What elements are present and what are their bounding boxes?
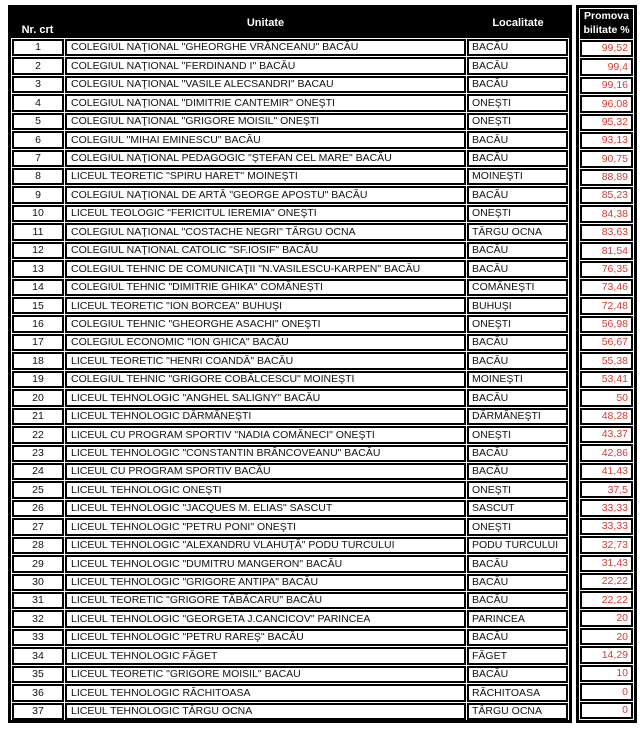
unitate-cell: COLEGIUL NAŢIONAL "COSTACHE NEGRI" TĂRGU OCNA bbox=[65, 223, 466, 240]
row-number-cell: 22 bbox=[12, 426, 64, 443]
row-number-cell: 1 bbox=[12, 39, 64, 56]
promovabilitate-cell: 33,33 bbox=[580, 499, 633, 516]
table-row bbox=[12, 297, 568, 314]
promovabilitate-cell: 0 bbox=[580, 702, 633, 719]
localitate-cell: TĂRGU OCNA bbox=[467, 223, 568, 240]
promovabilitate-cell: 14,29 bbox=[580, 646, 633, 663]
localitate-cell: BACĂU bbox=[467, 666, 568, 683]
localitate-cell: BACĂU bbox=[467, 260, 568, 277]
localitate-cell: BACĂU bbox=[467, 76, 568, 93]
schools-table-header bbox=[11, 8, 569, 38]
promovabilitate-cell: 84,38 bbox=[580, 205, 633, 222]
unitate-cell: LICEUL TEHNOLOGIC "PETRU RAREŞ" BACĂU bbox=[65, 629, 466, 646]
promovabilitate-table bbox=[576, 5, 637, 723]
promovabilitate-cell: 93,13 bbox=[580, 132, 633, 149]
promovabilitate-cell: 42,86 bbox=[580, 444, 633, 461]
unitate-cell: COLEGIUL ECONOMIC "ION GHICA" BACĂU bbox=[65, 334, 466, 351]
promovabilitate-header-line2: bilitate % bbox=[583, 24, 630, 36]
unitate-cell: COLEGIUL NAŢIONAL PEDAGOGIC "ŞTEFAN CEL MARE" BACĂU bbox=[65, 150, 466, 167]
unitate-cell: COLEGIUL TEHNIC "DIMITRIE GHIKA" COMĂNEŞTI bbox=[65, 279, 466, 296]
table-row bbox=[12, 610, 568, 627]
row-number-cell: 25 bbox=[12, 481, 64, 498]
table-row bbox=[12, 242, 568, 259]
row-number-cell: 31 bbox=[12, 592, 64, 609]
promovabilitate-cell: 96,08 bbox=[580, 95, 633, 112]
table-row bbox=[12, 518, 568, 535]
unitate-cell: LICEUL TEHNOLOGIC "ALEXANDRU VLAHUŢĂ" PODU TURCULUI bbox=[65, 537, 466, 554]
promovabilitate-cell: 81,54 bbox=[580, 242, 633, 259]
promovabilitate-rows bbox=[580, 39, 633, 719]
table-row bbox=[12, 57, 568, 74]
row-number-cell: 11 bbox=[12, 223, 64, 240]
row-number-cell: 8 bbox=[12, 168, 64, 185]
unitate-cell: COLEGIUL "MIHAI EMINESCU" BACĂU bbox=[65, 131, 466, 148]
row-number-cell: 27 bbox=[12, 518, 64, 535]
table-row bbox=[12, 334, 568, 351]
table-row bbox=[12, 279, 568, 296]
table-row bbox=[12, 389, 568, 406]
localitate-cell: DĂRMĂNEŞTI bbox=[467, 408, 568, 425]
localitate-cell: BACĂU bbox=[467, 445, 568, 462]
row-number-cell: 32 bbox=[12, 610, 64, 627]
table-row bbox=[12, 463, 568, 480]
table-row bbox=[12, 445, 568, 462]
localitate-cell: BACĂU bbox=[467, 39, 568, 56]
table-row bbox=[12, 629, 568, 646]
promovabilitate-cell: 73,46 bbox=[580, 279, 633, 296]
promovabilitate-cell: 0 bbox=[580, 683, 633, 700]
unitate-cell: COLEGIUL NAŢIONAL DE ARTĂ "GEORGE APOSTU" BACĂU bbox=[65, 186, 466, 203]
promovabilitate-cell: 20 bbox=[580, 628, 633, 645]
unitate-cell: LICEUL TEHNOLOGIC ONEŞTI bbox=[65, 481, 466, 498]
unitate-cell: LICEUL TEHNOLOGIC DĂRMĂNEŞTI bbox=[65, 408, 466, 425]
table-row bbox=[12, 315, 568, 332]
table-row bbox=[12, 113, 568, 130]
unitate-cell: LICEUL TEHNOLOGIC TÂRGU OCNA bbox=[65, 703, 466, 720]
table-row bbox=[12, 408, 568, 425]
row-number-cell: 37 bbox=[12, 703, 64, 720]
promovabilitate-cell: 53,41 bbox=[580, 371, 633, 388]
unitate-cell: LICEUL TEHNOLOGIC "CONSTANTIN BRÂNCOVEANU" BACĂU bbox=[65, 445, 466, 462]
table-row bbox=[12, 205, 568, 222]
promovabilitate-cell: 48,28 bbox=[580, 408, 633, 425]
unitate-cell: COLEGIUL NAŢIONAL "GHEORGHE VRĂNCEANU" BACĂU bbox=[65, 39, 466, 56]
localitate-cell: BACĂU bbox=[467, 186, 568, 203]
unitate-cell: COLEGIUL NAŢIONAL "FERDINAND I" BACĂU bbox=[65, 57, 466, 74]
table-row bbox=[12, 223, 568, 240]
promovabilitate-cell: 10 bbox=[580, 665, 633, 682]
localitate-cell: BACĂU bbox=[467, 242, 568, 259]
promovabilitate-cell: 43,37 bbox=[580, 426, 633, 443]
row-number-cell: 2 bbox=[12, 57, 64, 74]
table-row bbox=[12, 76, 568, 93]
promovabilitate-cell: 99,52 bbox=[580, 40, 633, 57]
unitate-cell: COLEGIUL NAŢIONAL CATOLIC "SF.IOSIF" BACĂU bbox=[65, 242, 466, 259]
unitate-cell: LICEUL TEHNOLOGIC "PETRU PONI" ONEŞTI bbox=[65, 518, 466, 535]
localitate-cell: ONEŞTI bbox=[467, 113, 568, 130]
promovabilitate-cell: 31,43 bbox=[580, 555, 633, 572]
localitate-cell: BACĂU bbox=[467, 629, 568, 646]
table-row bbox=[12, 352, 568, 369]
row-number-cell: 30 bbox=[12, 574, 64, 591]
table-row bbox=[12, 684, 568, 701]
localitate-cell: BACĂU bbox=[467, 389, 568, 406]
promovabilitate-cell: 20 bbox=[580, 610, 633, 627]
unitate-cell: LICEUL TEHNOLOGIC "DUMITRU MANGERON" BACĂU bbox=[65, 555, 466, 572]
promovabilitate-cell: 99,16 bbox=[580, 77, 633, 94]
row-number-cell: 17 bbox=[12, 334, 64, 351]
row-number-cell: 12 bbox=[12, 242, 64, 259]
localitate-cell: BACĂU bbox=[467, 150, 568, 167]
table-row bbox=[12, 131, 568, 148]
localitate-cell: BUHUŞI bbox=[467, 297, 568, 314]
promovabilitate-cell: 88,89 bbox=[580, 169, 633, 186]
table-row bbox=[12, 260, 568, 277]
row-number-cell: 33 bbox=[12, 629, 64, 646]
table-row bbox=[12, 537, 568, 554]
row-number-cell: 7 bbox=[12, 150, 64, 167]
table-row bbox=[12, 168, 568, 185]
localitate-cell: MOINEŞTI bbox=[467, 371, 568, 388]
promovabilitate-cell: 50 bbox=[580, 389, 633, 406]
table-row bbox=[12, 94, 568, 111]
row-number-cell: 19 bbox=[12, 371, 64, 388]
unitate-cell: LICEUL TEOLOGIC "FERICITUL IEREMIA" ONEŞTI bbox=[65, 205, 466, 222]
table-row bbox=[12, 555, 568, 572]
unitate-cell: LICEUL TEORETIC "GRIGORE TĂBĂCARU" BACĂU bbox=[65, 592, 466, 609]
unitate-cell: LICEUL TEORETIC "ION BORCEA" BUHUŞI bbox=[65, 297, 466, 314]
promovabilitate-header-line1: Promova bbox=[584, 10, 629, 23]
localitate-cell: COMĂNEŞTI bbox=[467, 279, 568, 296]
row-number-cell: 16 bbox=[12, 315, 64, 332]
unitate-cell: LICEUL TEORETIC "SPIRU HARET" MOINEŞTI bbox=[65, 168, 466, 185]
promovabilitate-cell: 37,5 bbox=[580, 481, 633, 498]
localitate-cell: ONEŞTI bbox=[467, 94, 568, 111]
localitate-cell: BACĂU bbox=[467, 352, 568, 369]
localitate-cell: BACĂU bbox=[467, 334, 568, 351]
header-cell-nr-crt: Nr. crt bbox=[21, 24, 54, 36]
promovabilitate-cell: 83,63 bbox=[580, 224, 633, 241]
unitate-cell: COLEGIUL TEHNIC DE COMUNICAŢII "N.VASILESCU-KARPEN" BACĂU bbox=[65, 260, 466, 277]
localitate-cell: PARINCEA bbox=[467, 610, 568, 627]
localitate-cell: PODU TURCULUI bbox=[467, 537, 568, 554]
promovabilitate-cell: 95,32 bbox=[580, 114, 633, 131]
promovabilitate-cell: 99,4 bbox=[580, 58, 633, 75]
row-number-cell: 10 bbox=[12, 205, 64, 222]
unitate-cell: LICEUL TEHNOLOGIC "GEORGETA J.CANCICOV" PARINCEA bbox=[65, 610, 466, 627]
promovabilitate-cell: 76,35 bbox=[580, 261, 633, 278]
row-number-cell: 18 bbox=[12, 352, 64, 369]
promovabilitate-cell: 56,67 bbox=[580, 334, 633, 351]
localitate-cell: TÂRGU OCNA bbox=[467, 703, 568, 720]
unitate-cell: LICEUL CU PROGRAM SPORTIV "NADIA COMĂNECI" ONEŞTI bbox=[65, 426, 466, 443]
unitate-cell: LICEUL TEHNOLOGIC "ANGHEL SALIGNY" BACĂU bbox=[65, 389, 466, 406]
unitate-cell: COLEGIUL TEHNIC "GRIGORE COBĂLCESCU" MOINEŞTI bbox=[65, 371, 466, 388]
table-row bbox=[12, 574, 568, 591]
promovabilitate-cell: 90,75 bbox=[580, 150, 633, 167]
header-cell-localitate: Localitate bbox=[492, 17, 544, 29]
localitate-cell: ONEŞTI bbox=[467, 481, 568, 498]
unitate-cell: COLEGIUL TEHNIC "GHEORGHE ASACHI" ONEŞTI bbox=[65, 315, 466, 332]
row-number-cell: 9 bbox=[12, 186, 64, 203]
table-row bbox=[12, 481, 568, 498]
table-row bbox=[12, 666, 568, 683]
promovabilitate-cell: 22,22 bbox=[580, 573, 633, 590]
row-number-cell: 15 bbox=[12, 297, 64, 314]
unitate-cell: COLEGIUL NAŢIONAL "VASILE ALECSANDRI" BACAU bbox=[65, 76, 466, 93]
localitate-cell: BACĂU bbox=[467, 555, 568, 572]
row-number-cell: 20 bbox=[12, 389, 64, 406]
unitate-cell: LICEUL TEHNOLOGIC "JACQUES M. ELIAS" SASCUT bbox=[65, 500, 466, 517]
localitate-cell: BACĂU bbox=[467, 131, 568, 148]
row-number-cell: 3 bbox=[12, 76, 64, 93]
unitate-cell: LICEUL TEORETIC "GRIGORE MOISIL" BACAU bbox=[65, 666, 466, 683]
promovabilitate-cell: 56,98 bbox=[580, 316, 633, 333]
unitate-cell: COLEGIUL NAŢIONAL "GRIGORE MOISIL" ONEŞTI bbox=[65, 113, 466, 130]
localitate-cell: FĂGET bbox=[467, 647, 568, 664]
unitate-cell: LICEUL TEHNOLOGIC "GRIGORE ANTIPA" BACĂU bbox=[65, 574, 466, 591]
promovabilitate-cell: 41,43 bbox=[580, 463, 633, 480]
unitate-cell: LICEUL TEORETIC "HENRI COANDĂ" BACĂU bbox=[65, 352, 466, 369]
header-cell-promovabilitate bbox=[580, 9, 633, 39]
schools-table bbox=[8, 5, 572, 723]
localitate-cell: BACĂU bbox=[467, 574, 568, 591]
unitate-cell: LICEUL TEHNOLOGIC RĂCHITOASA bbox=[65, 684, 466, 701]
table-row bbox=[12, 371, 568, 388]
row-number-cell: 36 bbox=[12, 684, 64, 701]
table-row bbox=[12, 186, 568, 203]
unitate-cell: COLEGIUL NAŢIONAL "DIMITRIE CANTEMIR" ONEŞTI bbox=[65, 94, 466, 111]
row-number-cell: 23 bbox=[12, 445, 64, 462]
table-row bbox=[12, 703, 568, 720]
table-row bbox=[12, 500, 568, 517]
header-cell-unitate: Unitate bbox=[246, 17, 285, 29]
row-number-cell: 24 bbox=[12, 463, 64, 480]
table-row bbox=[12, 39, 568, 56]
row-number-cell: 26 bbox=[12, 500, 64, 517]
row-number-cell: 34 bbox=[12, 647, 64, 664]
localitate-cell: ONEŞTI bbox=[467, 205, 568, 222]
row-number-cell: 4 bbox=[12, 94, 64, 111]
localitate-cell: RĂCHITOASA bbox=[467, 684, 568, 701]
promovabilitate-cell: 55,38 bbox=[580, 352, 633, 369]
localitate-cell: BACĂU bbox=[467, 463, 568, 480]
localitate-cell: ONEŞTI bbox=[467, 518, 568, 535]
unitate-cell: LICEUL CU PROGRAM SPORTIV BACĂU bbox=[65, 463, 466, 480]
row-number-cell: 14 bbox=[12, 279, 64, 296]
localitate-cell: BACĂU bbox=[467, 57, 568, 74]
row-number-cell: 5 bbox=[12, 113, 64, 130]
unitate-cell: LICEUL TEHNOLOGIC FĂGET bbox=[65, 647, 466, 664]
promovabilitate-cell: 85,23 bbox=[580, 187, 633, 204]
localitate-cell: ONEŞTI bbox=[467, 315, 568, 332]
table-row bbox=[12, 592, 568, 609]
promovabilitate-cell: 72,48 bbox=[580, 297, 633, 314]
localitate-cell: BACĂU bbox=[467, 592, 568, 609]
table-row bbox=[12, 150, 568, 167]
promovabilitate-cell: 22,22 bbox=[580, 591, 633, 608]
main-table-rows bbox=[11, 38, 569, 720]
localitate-cell: MOINEŞTI bbox=[467, 168, 568, 185]
promovabilitate-cell: 32,73 bbox=[580, 536, 633, 553]
localitate-cell: ONEŞTI bbox=[467, 426, 568, 443]
table-row bbox=[12, 426, 568, 443]
row-number-cell: 21 bbox=[12, 408, 64, 425]
row-number-cell: 6 bbox=[12, 131, 64, 148]
row-number-cell: 28 bbox=[12, 537, 64, 554]
localitate-cell: SASCUT bbox=[467, 500, 568, 517]
row-number-cell: 29 bbox=[12, 555, 64, 572]
row-number-cell: 13 bbox=[12, 260, 64, 277]
row-number-cell: 35 bbox=[12, 666, 64, 683]
promovabilitate-cell: 33,33 bbox=[580, 518, 633, 535]
table-row bbox=[12, 647, 568, 664]
